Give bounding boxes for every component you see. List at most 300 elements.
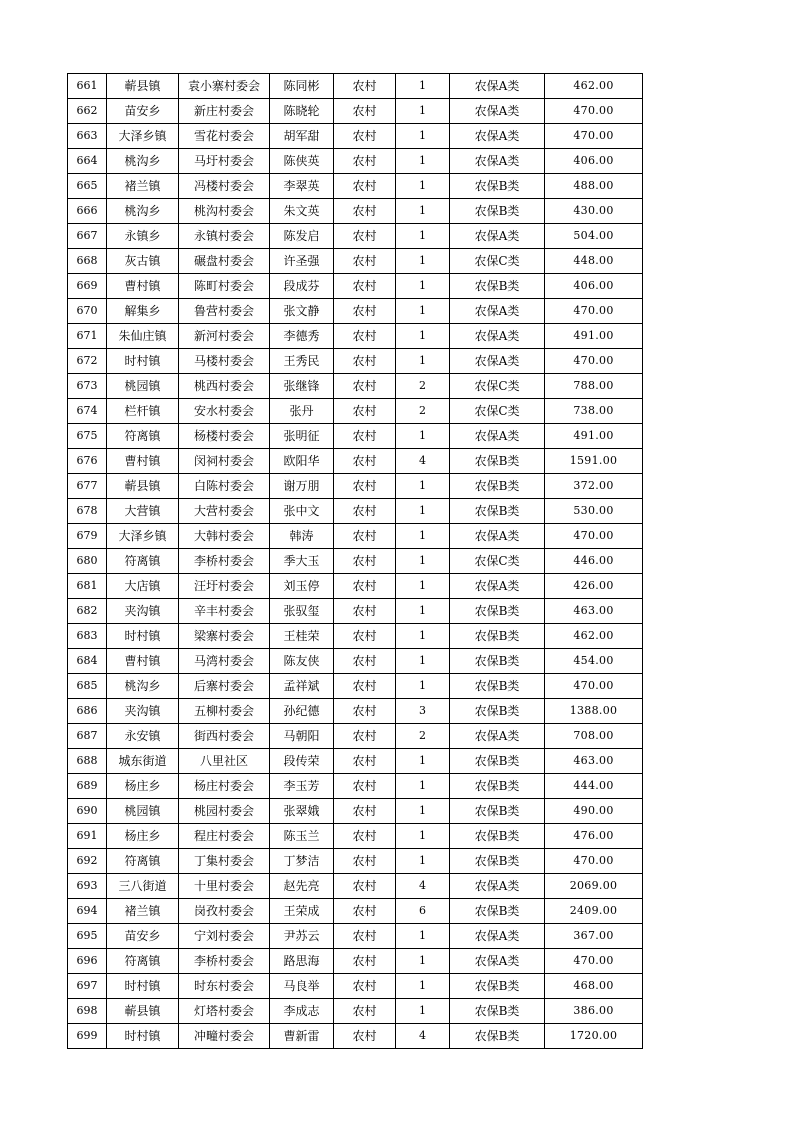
table-row bbox=[68, 449, 643, 474]
row-number-cell: 698 bbox=[68, 999, 107, 1024]
table-row bbox=[68, 99, 643, 124]
area-type-cell: 农村 bbox=[334, 324, 396, 349]
insurance-category-cell: 农保A类 bbox=[450, 74, 545, 99]
village-committee-cell: 冲疃村委会 bbox=[179, 1024, 270, 1049]
person-name-cell: 李玉芳 bbox=[270, 774, 334, 799]
person-name-cell: 欧阳华 bbox=[270, 449, 334, 474]
row-number-cell: 679 bbox=[68, 524, 107, 549]
area-type-cell: 农村 bbox=[334, 224, 396, 249]
insurance-category-cell: 农保A类 bbox=[450, 324, 545, 349]
insurance-category-cell: 农保B类 bbox=[450, 274, 545, 299]
table-row bbox=[68, 474, 643, 499]
person-name-cell: 陈玉兰 bbox=[270, 824, 334, 849]
insurance-category-cell: 农保A类 bbox=[450, 124, 545, 149]
row-number-cell: 687 bbox=[68, 724, 107, 749]
household-count-cell: 1 bbox=[396, 174, 450, 199]
village-committee-cell: 大韩村委会 bbox=[179, 524, 270, 549]
insurance-category-cell: 农保A类 bbox=[450, 924, 545, 949]
person-name-cell: 曹新雷 bbox=[270, 1024, 334, 1049]
area-type-cell: 农村 bbox=[334, 849, 396, 874]
person-name-cell: 李翠英 bbox=[270, 174, 334, 199]
area-type-cell: 农村 bbox=[334, 549, 396, 574]
town-cell: 苗安乡 bbox=[107, 924, 179, 949]
village-committee-cell: 八里社区 bbox=[179, 749, 270, 774]
household-count-cell: 1 bbox=[396, 674, 450, 699]
area-type-cell: 农村 bbox=[334, 924, 396, 949]
insurance-category-cell: 农保A类 bbox=[450, 349, 545, 374]
insurance-category-cell: 农保B类 bbox=[450, 799, 545, 824]
town-cell: 杨庄乡 bbox=[107, 824, 179, 849]
village-committee-cell: 马圩村委会 bbox=[179, 149, 270, 174]
household-count-cell: 1 bbox=[396, 199, 450, 224]
table-row bbox=[68, 74, 643, 99]
town-cell: 桃沟乡 bbox=[107, 149, 179, 174]
table-row bbox=[68, 524, 643, 549]
table-row bbox=[68, 249, 643, 274]
insurance-category-cell: 农保B类 bbox=[450, 749, 545, 774]
area-type-cell: 农村 bbox=[334, 949, 396, 974]
row-number-cell: 676 bbox=[68, 449, 107, 474]
row-number-cell: 694 bbox=[68, 899, 107, 924]
person-name-cell: 季大玉 bbox=[270, 549, 334, 574]
insurance-category-cell: 农保B类 bbox=[450, 199, 545, 224]
area-type-cell: 农村 bbox=[334, 699, 396, 724]
row-number-cell: 693 bbox=[68, 874, 107, 899]
person-name-cell: 王秀民 bbox=[270, 349, 334, 374]
household-count-cell: 1 bbox=[396, 424, 450, 449]
insurance-category-cell: 农保A类 bbox=[450, 949, 545, 974]
town-cell: 时村镇 bbox=[107, 1024, 179, 1049]
insurance-category-cell: 农保B类 bbox=[450, 1024, 545, 1049]
row-number-cell: 663 bbox=[68, 124, 107, 149]
insurance-category-cell: 农保C类 bbox=[450, 249, 545, 274]
area-type-cell: 农村 bbox=[334, 624, 396, 649]
insurance-category-cell: 农保B类 bbox=[450, 174, 545, 199]
area-type-cell: 农村 bbox=[334, 74, 396, 99]
insurance-category-cell: 农保A类 bbox=[450, 524, 545, 549]
row-number-cell: 677 bbox=[68, 474, 107, 499]
person-name-cell: 马朝阳 bbox=[270, 724, 334, 749]
area-type-cell: 农村 bbox=[334, 499, 396, 524]
household-count-cell: 1 bbox=[396, 774, 450, 799]
household-count-cell: 6 bbox=[396, 899, 450, 924]
person-name-cell: 谢万朋 bbox=[270, 474, 334, 499]
person-name-cell: 李成志 bbox=[270, 999, 334, 1024]
insurance-category-cell: 农保A类 bbox=[450, 99, 545, 124]
table-row bbox=[68, 399, 643, 424]
table-row bbox=[68, 724, 643, 749]
amount-cell: 367.00 bbox=[545, 924, 643, 949]
row-number-cell: 674 bbox=[68, 399, 107, 424]
insurance-category-cell: 农保A类 bbox=[450, 574, 545, 599]
person-name-cell: 尹苏云 bbox=[270, 924, 334, 949]
amount-cell: 470.00 bbox=[545, 349, 643, 374]
amount-cell: 470.00 bbox=[545, 299, 643, 324]
amount-cell: 448.00 bbox=[545, 249, 643, 274]
area-type-cell: 农村 bbox=[334, 274, 396, 299]
village-committee-cell: 十里村委会 bbox=[179, 874, 270, 899]
row-number-cell: 695 bbox=[68, 924, 107, 949]
row-number-cell: 661 bbox=[68, 74, 107, 99]
village-committee-cell: 丁集村委会 bbox=[179, 849, 270, 874]
person-name-cell: 张驭玺 bbox=[270, 599, 334, 624]
table-row bbox=[68, 749, 643, 774]
row-number-cell: 689 bbox=[68, 774, 107, 799]
area-type-cell: 农村 bbox=[334, 349, 396, 374]
area-type-cell: 农村 bbox=[334, 174, 396, 199]
town-cell: 曹村镇 bbox=[107, 274, 179, 299]
area-type-cell: 农村 bbox=[334, 599, 396, 624]
area-type-cell: 农村 bbox=[334, 199, 396, 224]
village-committee-cell: 陈町村委会 bbox=[179, 274, 270, 299]
household-count-cell: 1 bbox=[396, 224, 450, 249]
table-row bbox=[68, 924, 643, 949]
town-cell: 符离镇 bbox=[107, 549, 179, 574]
household-count-cell: 1 bbox=[396, 574, 450, 599]
village-committee-cell: 桃西村委会 bbox=[179, 374, 270, 399]
town-cell: 桃园镇 bbox=[107, 799, 179, 824]
row-number-cell: 670 bbox=[68, 299, 107, 324]
household-count-cell: 1 bbox=[396, 299, 450, 324]
village-committee-cell: 大营村委会 bbox=[179, 499, 270, 524]
household-count-cell: 2 bbox=[396, 374, 450, 399]
amount-cell: 386.00 bbox=[545, 999, 643, 1024]
insurance-category-cell: 农保C类 bbox=[450, 374, 545, 399]
village-committee-cell: 灯塔村委会 bbox=[179, 999, 270, 1024]
person-name-cell: 王桂荣 bbox=[270, 624, 334, 649]
row-number-cell: 664 bbox=[68, 149, 107, 174]
area-type-cell: 农村 bbox=[334, 249, 396, 274]
household-count-cell: 1 bbox=[396, 324, 450, 349]
household-count-cell: 1 bbox=[396, 274, 450, 299]
row-number-cell: 678 bbox=[68, 499, 107, 524]
village-committee-cell: 街西村委会 bbox=[179, 724, 270, 749]
town-cell: 灰古镇 bbox=[107, 249, 179, 274]
town-cell: 时村镇 bbox=[107, 349, 179, 374]
insurance-category-cell: 农保B类 bbox=[450, 699, 545, 724]
table-row bbox=[68, 1024, 643, 1049]
town-cell: 曹村镇 bbox=[107, 449, 179, 474]
document-table-container bbox=[67, 73, 643, 1049]
insurance-category-cell: 农保A类 bbox=[450, 299, 545, 324]
household-count-cell: 1 bbox=[396, 649, 450, 674]
household-count-cell: 4 bbox=[396, 449, 450, 474]
person-name-cell: 陈晓轮 bbox=[270, 99, 334, 124]
row-number-cell: 673 bbox=[68, 374, 107, 399]
household-count-cell: 1 bbox=[396, 849, 450, 874]
insurance-category-cell: 农保A类 bbox=[450, 724, 545, 749]
amount-cell: 2069.00 bbox=[545, 874, 643, 899]
amount-cell: 530.00 bbox=[545, 499, 643, 524]
insurance-category-cell: 农保B类 bbox=[450, 899, 545, 924]
area-type-cell: 农村 bbox=[334, 449, 396, 474]
amount-cell: 504.00 bbox=[545, 224, 643, 249]
town-cell: 大泽乡镇 bbox=[107, 124, 179, 149]
amount-cell: 462.00 bbox=[545, 624, 643, 649]
area-type-cell: 农村 bbox=[334, 1024, 396, 1049]
table-row bbox=[68, 624, 643, 649]
household-count-cell: 3 bbox=[396, 699, 450, 724]
household-count-cell: 1 bbox=[396, 524, 450, 549]
town-cell: 蕲县镇 bbox=[107, 999, 179, 1024]
town-cell: 时村镇 bbox=[107, 974, 179, 999]
household-count-cell: 2 bbox=[396, 724, 450, 749]
row-number-cell: 688 bbox=[68, 749, 107, 774]
table-row bbox=[68, 499, 643, 524]
town-cell: 永安镇 bbox=[107, 724, 179, 749]
insurance-category-cell: 农保B类 bbox=[450, 474, 545, 499]
person-name-cell: 朱文英 bbox=[270, 199, 334, 224]
amount-cell: 490.00 bbox=[545, 799, 643, 824]
insurance-category-cell: 农保A类 bbox=[450, 874, 545, 899]
village-committee-cell: 宁刘村委会 bbox=[179, 924, 270, 949]
household-count-cell: 1 bbox=[396, 124, 450, 149]
insurance-category-cell: 农保B类 bbox=[450, 499, 545, 524]
town-cell: 苗安乡 bbox=[107, 99, 179, 124]
village-committee-cell: 白陈村委会 bbox=[179, 474, 270, 499]
amount-cell: 463.00 bbox=[545, 599, 643, 624]
insurance-category-cell: 农保B类 bbox=[450, 999, 545, 1024]
area-type-cell: 农村 bbox=[334, 724, 396, 749]
amount-cell: 426.00 bbox=[545, 574, 643, 599]
town-cell: 桃园镇 bbox=[107, 374, 179, 399]
village-committee-cell: 汪圩村委会 bbox=[179, 574, 270, 599]
amount-cell: 454.00 bbox=[545, 649, 643, 674]
village-committee-cell: 桃沟村委会 bbox=[179, 199, 270, 224]
town-cell: 桃沟乡 bbox=[107, 199, 179, 224]
amount-cell: 470.00 bbox=[545, 524, 643, 549]
area-type-cell: 农村 bbox=[334, 749, 396, 774]
town-cell: 夹沟镇 bbox=[107, 599, 179, 624]
row-number-cell: 665 bbox=[68, 174, 107, 199]
table-row bbox=[68, 849, 643, 874]
row-number-cell: 697 bbox=[68, 974, 107, 999]
insurance-category-cell: 农保A类 bbox=[450, 424, 545, 449]
town-cell: 大泽乡镇 bbox=[107, 524, 179, 549]
area-type-cell: 农村 bbox=[334, 374, 396, 399]
town-cell: 解集乡 bbox=[107, 299, 179, 324]
village-committee-cell: 碾盘村委会 bbox=[179, 249, 270, 274]
amount-cell: 2409.00 bbox=[545, 899, 643, 924]
table-row bbox=[68, 599, 643, 624]
person-name-cell: 张文静 bbox=[270, 299, 334, 324]
insurance-category-cell: 农保C类 bbox=[450, 399, 545, 424]
village-committee-cell: 新河村委会 bbox=[179, 324, 270, 349]
amount-cell: 470.00 bbox=[545, 674, 643, 699]
town-cell: 桃沟乡 bbox=[107, 674, 179, 699]
table-row bbox=[68, 674, 643, 699]
table-row bbox=[68, 424, 643, 449]
row-number-cell: 696 bbox=[68, 949, 107, 974]
household-count-cell: 1 bbox=[396, 249, 450, 274]
village-committee-cell: 梁寨村委会 bbox=[179, 624, 270, 649]
person-name-cell: 王荣成 bbox=[270, 899, 334, 924]
amount-cell: 476.00 bbox=[545, 824, 643, 849]
household-count-cell: 2 bbox=[396, 399, 450, 424]
table-row bbox=[68, 949, 643, 974]
person-name-cell: 张继锋 bbox=[270, 374, 334, 399]
town-cell: 朱仙庄镇 bbox=[107, 324, 179, 349]
row-number-cell: 681 bbox=[68, 574, 107, 599]
person-name-cell: 孙纪德 bbox=[270, 699, 334, 724]
village-committee-cell: 后寨村委会 bbox=[179, 674, 270, 699]
town-cell: 褚兰镇 bbox=[107, 174, 179, 199]
table-row bbox=[68, 999, 643, 1024]
village-committee-cell: 时东村委会 bbox=[179, 974, 270, 999]
table-row bbox=[68, 124, 643, 149]
person-name-cell: 孟祥斌 bbox=[270, 674, 334, 699]
person-name-cell: 张丹 bbox=[270, 399, 334, 424]
town-cell: 曹村镇 bbox=[107, 649, 179, 674]
insurance-category-cell: 农保A类 bbox=[450, 224, 545, 249]
table-row bbox=[68, 374, 643, 399]
amount-cell: 406.00 bbox=[545, 274, 643, 299]
table-row bbox=[68, 774, 643, 799]
person-name-cell: 许圣强 bbox=[270, 249, 334, 274]
area-type-cell: 农村 bbox=[334, 774, 396, 799]
household-count-cell: 1 bbox=[396, 474, 450, 499]
village-committee-cell: 岗孜村委会 bbox=[179, 899, 270, 924]
area-type-cell: 农村 bbox=[334, 574, 396, 599]
town-cell: 蕲县镇 bbox=[107, 74, 179, 99]
row-number-cell: 669 bbox=[68, 274, 107, 299]
village-committee-cell: 冯楼村委会 bbox=[179, 174, 270, 199]
amount-cell: 708.00 bbox=[545, 724, 643, 749]
insurance-category-cell: 农保B类 bbox=[450, 624, 545, 649]
amount-cell: 470.00 bbox=[545, 99, 643, 124]
person-name-cell: 路思海 bbox=[270, 949, 334, 974]
household-count-cell: 1 bbox=[396, 99, 450, 124]
row-number-cell: 668 bbox=[68, 249, 107, 274]
table-row bbox=[68, 174, 643, 199]
row-number-cell: 682 bbox=[68, 599, 107, 624]
amount-cell: 463.00 bbox=[545, 749, 643, 774]
row-number-cell: 662 bbox=[68, 99, 107, 124]
town-cell: 夹沟镇 bbox=[107, 699, 179, 724]
table-row bbox=[68, 299, 643, 324]
household-count-cell: 1 bbox=[396, 349, 450, 374]
village-committee-cell: 五柳村委会 bbox=[179, 699, 270, 724]
row-number-cell: 690 bbox=[68, 799, 107, 824]
insurance-category-cell: 农保B类 bbox=[450, 849, 545, 874]
person-name-cell: 丁梦洁 bbox=[270, 849, 334, 874]
amount-cell: 446.00 bbox=[545, 549, 643, 574]
table-row bbox=[68, 199, 643, 224]
amount-cell: 470.00 bbox=[545, 124, 643, 149]
household-count-cell: 1 bbox=[396, 749, 450, 774]
person-name-cell: 胡军甜 bbox=[270, 124, 334, 149]
amount-cell: 372.00 bbox=[545, 474, 643, 499]
household-count-cell: 4 bbox=[396, 874, 450, 899]
insurance-category-cell: 农保C类 bbox=[450, 549, 545, 574]
area-type-cell: 农村 bbox=[334, 149, 396, 174]
person-name-cell: 韩涛 bbox=[270, 524, 334, 549]
amount-cell: 1720.00 bbox=[545, 1024, 643, 1049]
area-type-cell: 农村 bbox=[334, 899, 396, 924]
town-cell: 三八街道 bbox=[107, 874, 179, 899]
household-count-cell: 1 bbox=[396, 999, 450, 1024]
town-cell: 杨庄乡 bbox=[107, 774, 179, 799]
table-row bbox=[68, 549, 643, 574]
insurance-category-cell: 农保B类 bbox=[450, 774, 545, 799]
town-cell: 符离镇 bbox=[107, 849, 179, 874]
town-cell: 永镇乡 bbox=[107, 224, 179, 249]
amount-cell: 491.00 bbox=[545, 424, 643, 449]
amount-cell: 491.00 bbox=[545, 324, 643, 349]
table-row bbox=[68, 324, 643, 349]
village-committee-cell: 袁小寨村委会 bbox=[179, 74, 270, 99]
insurance-category-cell: 农保A类 bbox=[450, 149, 545, 174]
household-count-cell: 1 bbox=[396, 549, 450, 574]
household-count-cell: 1 bbox=[396, 499, 450, 524]
area-type-cell: 农村 bbox=[334, 649, 396, 674]
assistance-records-table bbox=[67, 73, 643, 1049]
amount-cell: 488.00 bbox=[545, 174, 643, 199]
village-committee-cell: 马楼村委会 bbox=[179, 349, 270, 374]
row-number-cell: 692 bbox=[68, 849, 107, 874]
household-count-cell: 1 bbox=[396, 949, 450, 974]
amount-cell: 1388.00 bbox=[545, 699, 643, 724]
village-committee-cell: 马湾村委会 bbox=[179, 649, 270, 674]
row-number-cell: 684 bbox=[68, 649, 107, 674]
amount-cell: 788.00 bbox=[545, 374, 643, 399]
household-count-cell: 1 bbox=[396, 974, 450, 999]
amount-cell: 462.00 bbox=[545, 74, 643, 99]
amount-cell: 430.00 bbox=[545, 199, 643, 224]
area-type-cell: 农村 bbox=[334, 874, 396, 899]
person-name-cell: 陈同彬 bbox=[270, 74, 334, 99]
person-name-cell: 李德秀 bbox=[270, 324, 334, 349]
amount-cell: 444.00 bbox=[545, 774, 643, 799]
insurance-category-cell: 农保B类 bbox=[450, 449, 545, 474]
town-cell: 符离镇 bbox=[107, 424, 179, 449]
town-cell: 栏杆镇 bbox=[107, 399, 179, 424]
area-type-cell: 农村 bbox=[334, 524, 396, 549]
village-committee-cell: 桃园村委会 bbox=[179, 799, 270, 824]
insurance-category-cell: 农保B类 bbox=[450, 974, 545, 999]
town-cell: 蕲县镇 bbox=[107, 474, 179, 499]
amount-cell: 470.00 bbox=[545, 949, 643, 974]
amount-cell: 468.00 bbox=[545, 974, 643, 999]
person-name-cell: 段传荣 bbox=[270, 749, 334, 774]
area-type-cell: 农村 bbox=[334, 974, 396, 999]
village-committee-cell: 雪花村委会 bbox=[179, 124, 270, 149]
table-row bbox=[68, 899, 643, 924]
village-committee-cell: 辛丰村委会 bbox=[179, 599, 270, 624]
person-name-cell: 段成芬 bbox=[270, 274, 334, 299]
household-count-cell: 1 bbox=[396, 799, 450, 824]
village-committee-cell: 鲁营村委会 bbox=[179, 299, 270, 324]
table-row bbox=[68, 349, 643, 374]
row-number-cell: 672 bbox=[68, 349, 107, 374]
table-row bbox=[68, 874, 643, 899]
table-row bbox=[68, 649, 643, 674]
village-committee-cell: 杨楼村委会 bbox=[179, 424, 270, 449]
amount-cell: 1591.00 bbox=[545, 449, 643, 474]
household-count-cell: 1 bbox=[396, 149, 450, 174]
area-type-cell: 农村 bbox=[334, 124, 396, 149]
person-name-cell: 刘玉停 bbox=[270, 574, 334, 599]
row-number-cell: 685 bbox=[68, 674, 107, 699]
town-cell: 褚兰镇 bbox=[107, 899, 179, 924]
amount-cell: 406.00 bbox=[545, 149, 643, 174]
village-committee-cell: 李桥村委会 bbox=[179, 949, 270, 974]
household-count-cell: 1 bbox=[396, 824, 450, 849]
town-cell: 时村镇 bbox=[107, 624, 179, 649]
area-type-cell: 农村 bbox=[334, 474, 396, 499]
table-row bbox=[68, 224, 643, 249]
insurance-category-cell: 农保B类 bbox=[450, 599, 545, 624]
